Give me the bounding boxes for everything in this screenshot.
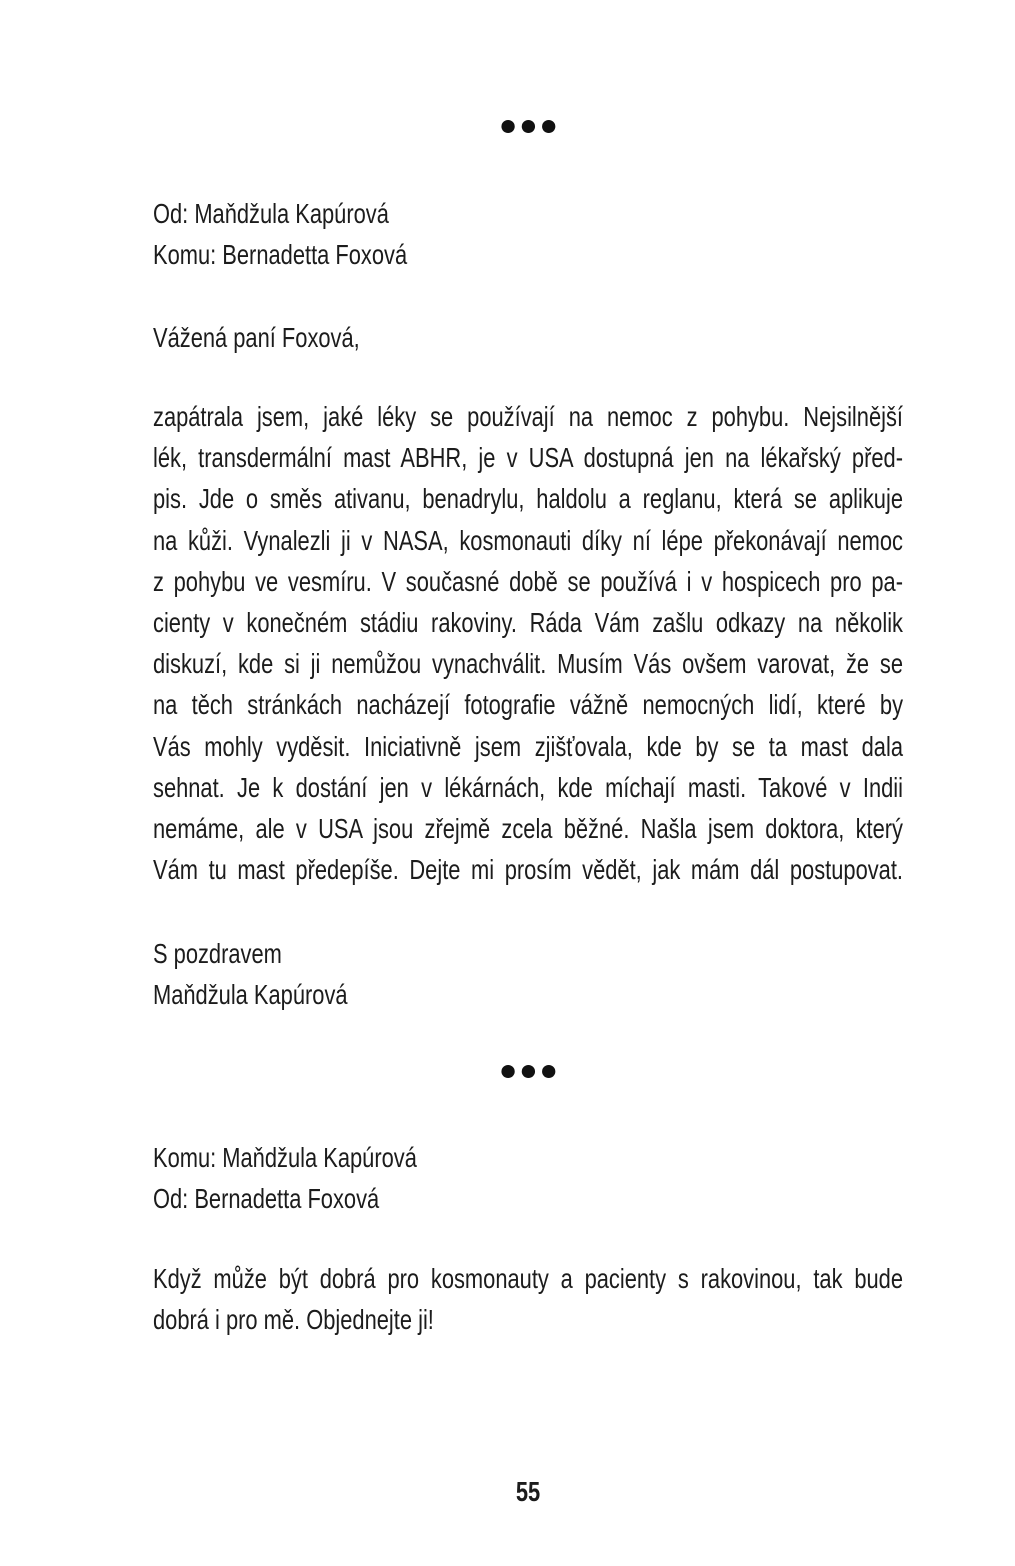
body-text-line: sehnat. Je k dostání jen v lékárnách, kde míchají masti. Takové v Indii [153, 771, 903, 803]
email1-header [153, 193, 903, 275]
dot-icon [521, 120, 534, 133]
email1-to-line: Komu: Bernadetta Foxová [153, 239, 408, 271]
body-text-line: z pohybu ve vesmíru. V současné době se používá i v hospicech pro pa- [153, 565, 903, 597]
email2-header [153, 1137, 903, 1219]
body-text-line: na kůži. Vynalezli ji v NASA, kosmonauti díky ní lépe překonávají nemoc [153, 524, 903, 556]
email1-salutation: Vážená paní Foxová, [153, 322, 360, 353]
email1-body [153, 396, 903, 890]
dot-icon [521, 1065, 534, 1078]
body-text-line: lék, transdermální mast ABHR, je v USA dostupná jen na lékařský před- [153, 442, 903, 474]
email1-from-line: Od: Maňdžula Kapúrová [153, 198, 389, 229]
body-text-line: na těch stránkách nacházejí fotografie vážně nemocných lidí, které by [153, 689, 903, 721]
email2-to-line: Komu: Maňdžula Kapúrová [153, 1142, 417, 1173]
dot-icon [501, 120, 514, 133]
email1-signature: Maňdžula Kapúrová [153, 979, 348, 1011]
email2-from-line: Od: Bernadetta Foxová [153, 1183, 380, 1215]
section-separator-dots [153, 120, 903, 133]
body-text-line: Když může být dobrá pro kosmonauty a pacienty s rakovinou, tak bude [153, 1263, 903, 1294]
section-separator-dots [153, 1065, 903, 1078]
email2-body [153, 1258, 903, 1340]
page-number: 55 [515, 1476, 541, 1507]
body-text-line: dobrá i pro mě. Objednejte ji! [153, 1304, 434, 1336]
email1-signoff [153, 933, 903, 1015]
body-text-line: Vám tu mast předepíše. Dejte mi prosím vědět, jak mám dál postupovat. [153, 854, 903, 886]
body-text-line: cienty v konečném stádiu rakoviny. Ráda Vám zašlu odkazy na několik [153, 607, 903, 639]
dot-icon [501, 1065, 514, 1078]
email1-closing: S pozdravem [153, 938, 282, 969]
body-text-line: zapátrala jsem, jaké léky se používají na nemoc z pohybu. Nejsilnější [153, 401, 903, 432]
book-page [153, 0, 903, 1566]
dot-icon [542, 120, 555, 133]
body-text-line: Vás mohly vyděsit. Iniciativně jsem zjišťovala, kde by se ta mast dala [153, 730, 903, 762]
body-text-line: diskuzí, kde si ji nemůžou vynachválit. Musím Vás ovšem varovat, že se [153, 648, 903, 680]
body-text-line: nemáme, ale v USA jsou zřejmě zcela běžné. Našla jsem doktora, který [153, 813, 903, 845]
body-text-line: pis. Jde o směs ativanu, benadrylu, haldolu a reglanu, která se aplikuje [153, 483, 903, 515]
dot-icon [542, 1065, 555, 1078]
